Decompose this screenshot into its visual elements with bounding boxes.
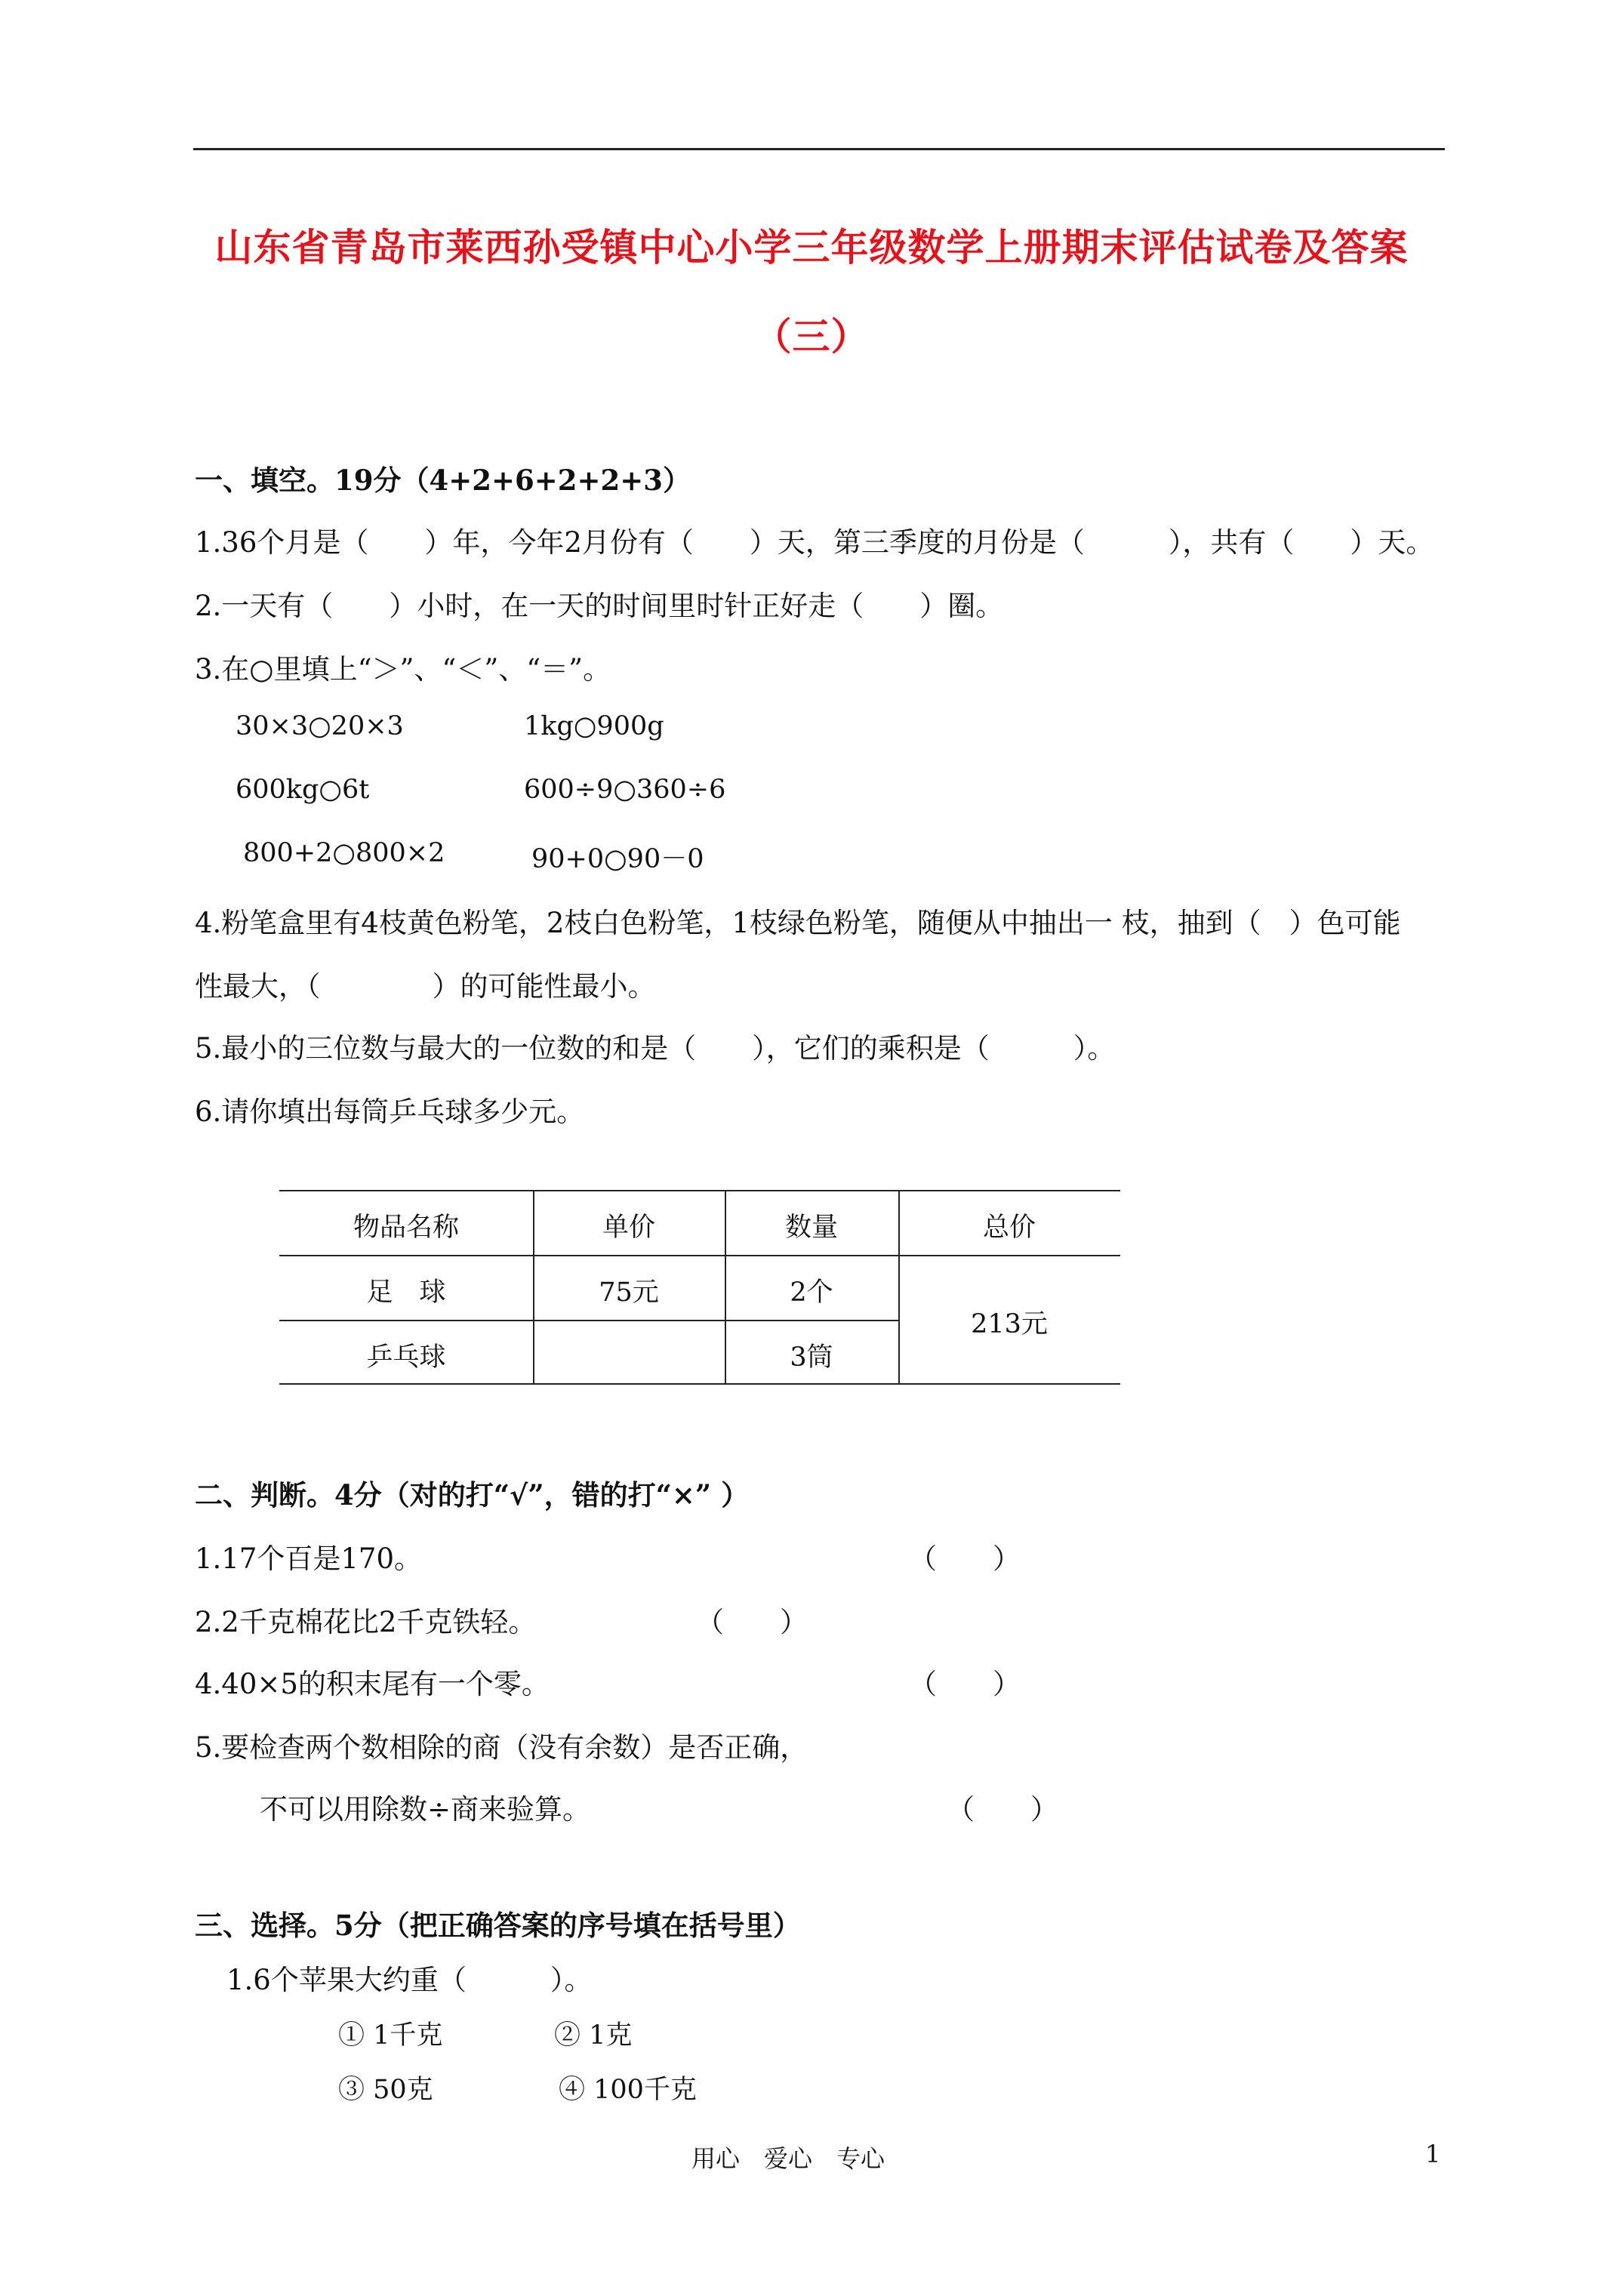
table-rule-top bbox=[279, 1190, 1120, 1191]
judge-item: 1.17个百是170。 bbox=[195, 1542, 423, 1575]
question-1-6: 6.请你填出每筒乒乓球多少元。 bbox=[195, 1096, 585, 1128]
question-1-2: 2.一天有（ ）小时，在一天的时间里时针正好走（ ）圈。 bbox=[195, 590, 1004, 622]
judge-item: 5.要检查两个数相除的商（没有余数）是否正确， bbox=[195, 1731, 808, 1764]
document-title: 山东省青岛市莱西孙受镇中心小学三年级数学上册期末评估试卷及答案 bbox=[214, 225, 1409, 270]
judge-item: 不可以用除数÷商来验算。 bbox=[260, 1793, 591, 1826]
page-number: 1 bbox=[1425, 2140, 1441, 2168]
section-2-heading: 二、判断。4分（对的打“√”，错的打“×” ） bbox=[195, 1478, 750, 1512]
judge-item: 4.40×5的积末尾有一个零。 bbox=[195, 1668, 550, 1700]
price-table bbox=[279, 1190, 1120, 1385]
table-header-cell: 单价 bbox=[602, 1213, 655, 1243]
compare-item: 90+0○90－0 bbox=[531, 844, 704, 874]
judge-blank: （ ） bbox=[696, 1606, 808, 1638]
compare-item: 30×3○20×3 bbox=[236, 711, 404, 741]
table-cell: 乒乓球 bbox=[366, 1342, 446, 1373]
section-1-heading: 一、填空。19分（4+2+6+2+2+3） bbox=[195, 464, 691, 497]
table-cell: 足 球 bbox=[366, 1277, 446, 1308]
question-1-1: 1.36个月是（ ）年，今年2月份有（ ）天，第三季度的月份是（ ），共有（ ）天。 bbox=[195, 526, 1434, 559]
choice-option: ② 1克 bbox=[554, 2020, 633, 2051]
table-header-cell: 总价 bbox=[982, 1213, 1036, 1243]
top-rule bbox=[193, 148, 1445, 150]
compare-item: 800+2○800×2 bbox=[243, 838, 445, 868]
document-subtitle: （三） bbox=[753, 314, 870, 359]
judge-blank: （ ） bbox=[909, 1542, 1021, 1575]
judge-blank: （ ） bbox=[947, 1793, 1058, 1826]
table-header-cell: 数量 bbox=[784, 1213, 838, 1243]
table-cell: 2个 bbox=[790, 1277, 833, 1308]
judge-item: 2.2千克棉花比2千克铁轻。 bbox=[195, 1606, 537, 1638]
compare-item: 600÷9○360÷6 bbox=[524, 775, 726, 805]
table-rule-header bbox=[279, 1255, 1120, 1256]
table-header-cell: 物品名称 bbox=[353, 1213, 459, 1243]
compare-item: 1kg○900g bbox=[524, 711, 664, 741]
question-1-4-line1: 4.粉笔盒里有4枝黄色粉笔，2枝白色粉笔，1枝绿色粉笔，随便从中抽出一 枝，抽到（ ）色可能 bbox=[195, 907, 1401, 939]
table-total-cell: 213元 bbox=[971, 1309, 1048, 1339]
footer-motto: 用心 爱心 专心 bbox=[691, 2144, 885, 2173]
choice-option: ④ 100千克 bbox=[559, 2075, 697, 2105]
section-3-heading: 三、选择。5分（把正确答案的序号填在括号里） bbox=[195, 1909, 801, 1942]
table-cell: 3筒 bbox=[790, 1342, 833, 1373]
table-rule-row bbox=[279, 1320, 898, 1321]
question-1-5: 5.最小的三位数与最大的一位数的和是（ ），它们的乘积是（ ）。 bbox=[195, 1032, 1116, 1065]
table-rule-bottom bbox=[279, 1383, 1120, 1385]
table-cell: 75元 bbox=[599, 1277, 659, 1308]
choice-option: ① 1千克 bbox=[338, 2020, 443, 2051]
choice-option: ③ 50克 bbox=[338, 2075, 433, 2105]
choice-question-1: 1.6个苹果大约重（ ）。 bbox=[226, 1964, 593, 1996]
question-1-3: 3.在○里填上“＞”、“＜”、“＝”。 bbox=[195, 653, 611, 686]
question-1-4-line2: 性最大，（ ）的可能性最小。 bbox=[195, 970, 656, 1003]
judge-blank: （ ） bbox=[909, 1668, 1021, 1700]
compare-item: 600kg○6t bbox=[236, 775, 370, 805]
